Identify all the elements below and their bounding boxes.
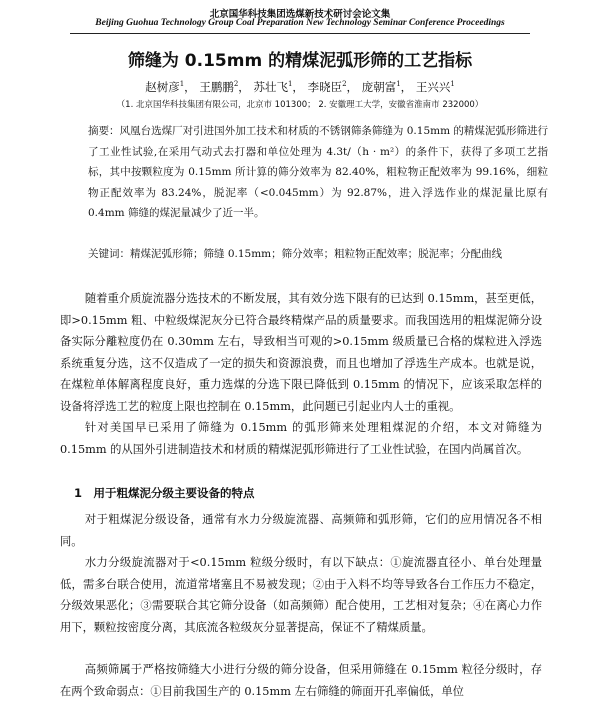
author: 赵树彦$^1$ [145,80,185,94]
author: 苏壮飞$^1$ [253,80,293,94]
body-paragraph: 针对美国早已采用了筛缝为 0.15mm 的弧形筛来处理粗煤泥的介绍，本文对筛缝为 0.15mm 的从国外引进制造技术和材质的精煤泥弧形筛进行了工业性试验，在国内尚属首次。 [60,421,542,456]
paper-title: 筛缝为 0.15mm 的精煤泥弧形筛的工艺指标 [127,51,473,71]
author: 李晓臣$^2$ [307,80,347,94]
running-header-english: Beijing Guohua Technology Group Coal Preparation New Technology Seminar Conference Proceedings [95,18,505,28]
author: 王兴兴$^1$ [415,80,455,94]
abstract-text: 风凰台选煤厂对引进国外加工技术和材质的不锈钢筛条筛缝为 0.15mm 的精煤泥弧形筛进行了工业性试验,在采用气动式去打器和单位处理为 4.3t/（h · m²）的条件下，获得了多项工艺指标，其中按颗粒度为 0.15mm 所计算的筛分效率为 82.40%，粗粒物正配效率为 99.16%，细粒物正配效率为 83.24%，脱泥率（<0.045mm）为 92.87%，进入浮选作业的煤泥量比原有 0.4mm 筛缝的煤泥量减少了近一半。 [88,125,549,219]
author-list: 赵树彦$^1$， 王鹏鹏$^2$， 苏壮飞$^1$， 李晓臣$^2$， 庞朝富$^1$， 王兴兴$^1$ [145,80,455,94]
body-paragraph: 水力分级旋流器对于<0.15mm 粒级分级时，有以下缺点：①旋流器直径小、单台处理量低，需多台联合使用，流道常堵塞且不易被发现；②由于入料不均等导致各台工作压力不稳定，分级效果恶化；③需要联合其它筛分设备（如高频筛）配合使用，工艺相对复杂；④在离心力作用下，颗粒按密度分离，其底流各粒级灰分显著提高，保证不了精煤质量。 [60,556,542,634]
keywords-text: 精煤泥弧形筛；筛缝 0.15mm；筛分效率；粗粒物正配效率；脱泥率；分配曲线 [130,248,503,260]
author: 王鹏鹏$^2$ [199,80,239,94]
section-heading: 1 用于粗煤泥分级主要设备的特点 [74,486,255,500]
body-paragraph: 高频筛属于严格按筛缝大小进行分级的筛分设备，但采用筛缝在 0.15mm 粒径分级时，存在两个致命弱点：①目前我国生产的 0.15mm 左右筛缝的筛面开孔率偏低，单位 [60,663,542,698]
keywords [88,244,548,265]
abstract-label: 摘要： [88,125,120,137]
header-rule [70,33,530,34]
running-header-chinese: 北京国华科技集团选煤新技术研讨会论文集 [209,9,391,20]
keywords-label: 关键词： [88,248,130,260]
affiliation: （1. 北京国华科技集团有限公司，北京市 101300； 2. 安徽理工大学，安徽省淮南市 232000） [116,100,484,110]
body-paragraph: 对于粗煤泥分级设备，通常有水力分级旋流器、高频筛和弧形筛，它们的应用情况各不相同。 [60,513,542,548]
abstract [88,121,548,224]
author: 庞朝富$^1$ [361,80,401,94]
body-paragraph: 随着重介质旋流器分选技术的不断发展，其有效分选下限有的已达到 0.15mm，甚至更低，即>0.15mm 粗、中粒级煤泥灰分已符合最终精煤产品的质量要求。而我国选用的粗煤泥筛分设备实际分離粒度仍在 0.30mm 左右，导致相当可观的>0.15mm 级质量已合格的煤粒进入浮选系统重复分选，这不仅造成了一定的损失和资源浪费，而且也增加了浮选生产成本。也就是说，在煤粒单体解离程度良好，重力选煤的分选下限已降低到 0.15mm 的情况下，应该采取怎样的设备将浮选工艺的粒度上限也控制在 0.15mm，此问题已引起业内人士的重视。 [60,292,542,413]
